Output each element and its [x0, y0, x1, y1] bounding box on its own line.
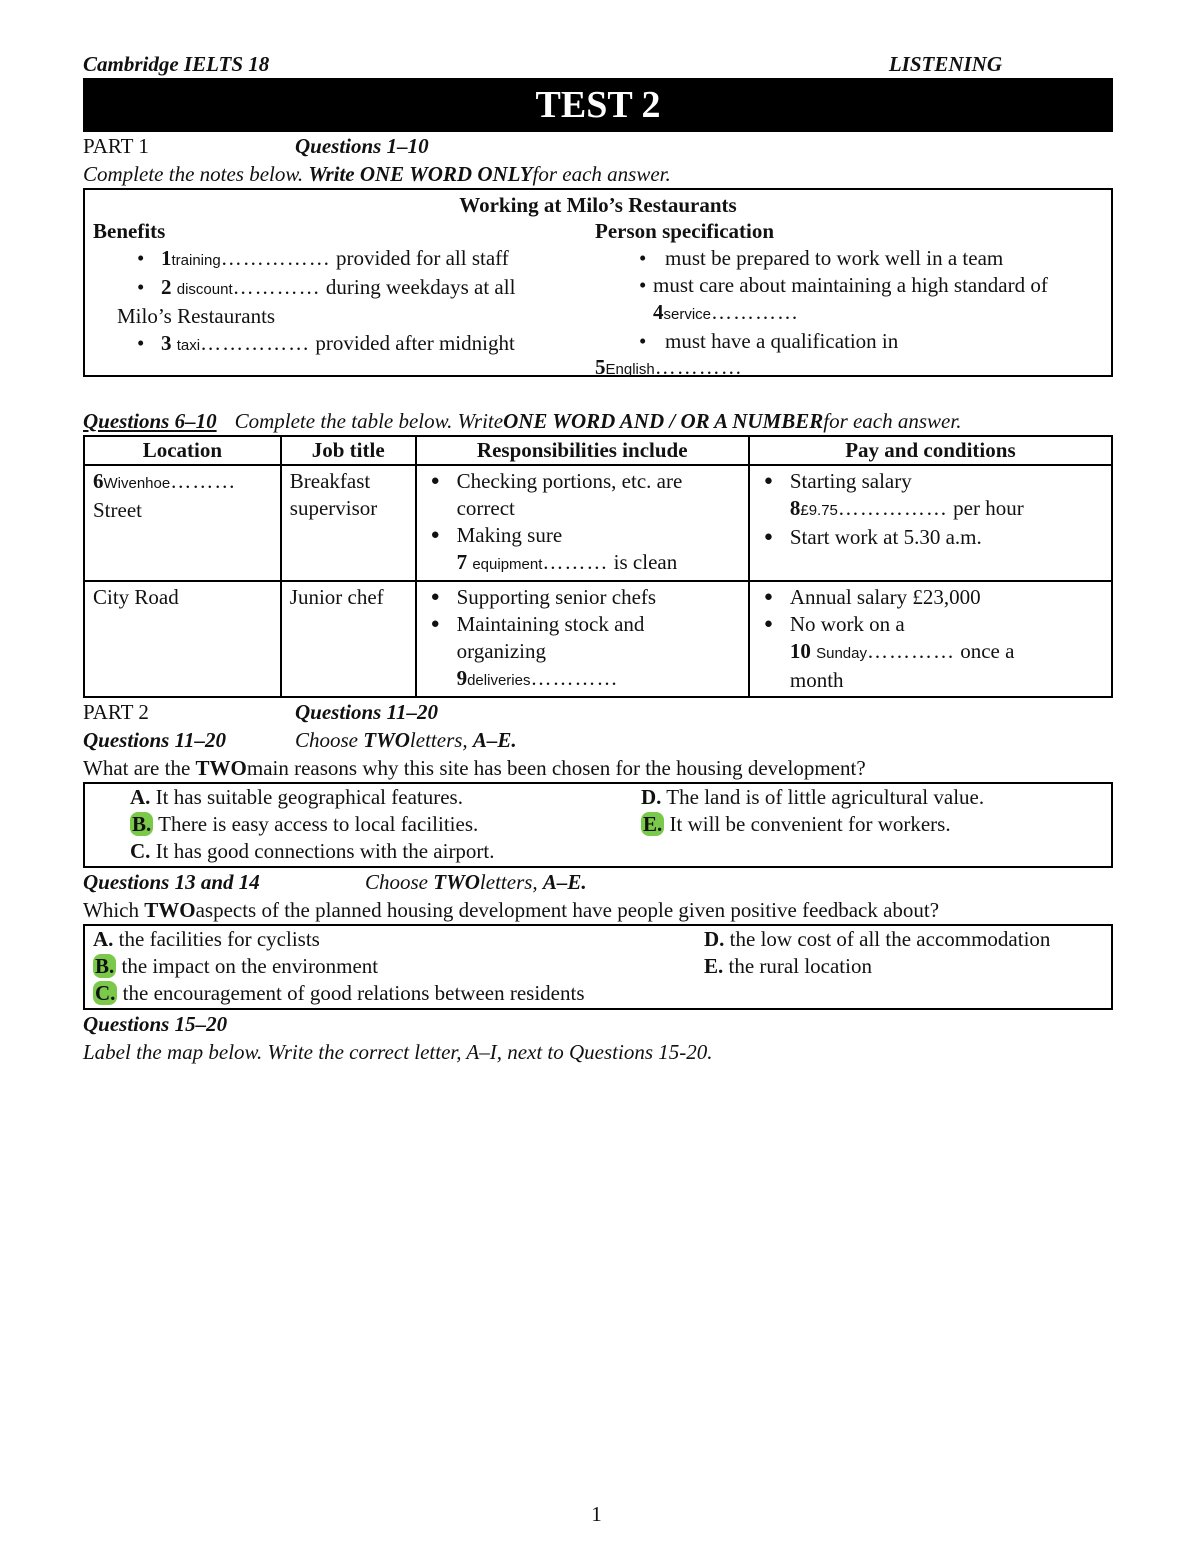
- option-text: There is easy access to local facilities.: [153, 812, 479, 836]
- question-number: 6: [93, 469, 104, 493]
- part2-label: PART 2: [83, 700, 149, 724]
- section-title: LISTENING: [888, 52, 1002, 76]
- location-cell: [84, 465, 281, 581]
- option-text: It has good connections with the airport.: [150, 839, 495, 863]
- item-text: during weekdays at all: [320, 275, 516, 299]
- benefit-item: [93, 245, 595, 274]
- q11-question: [83, 754, 1113, 782]
- cell-text: correct: [456, 496, 515, 520]
- instruction-emphasis: ONE WORD AND / OR A NUMBER: [503, 409, 824, 433]
- cell-text: Junior chef: [289, 585, 384, 609]
- cell-text: is clean: [608, 550, 678, 574]
- option-text: It will be convenient for workers.: [664, 812, 951, 836]
- question-text: main reasons why this site has been chosen for the housing development?: [246, 756, 866, 780]
- instruction-emphasis: A–E.: [542, 870, 587, 894]
- option-letter: A.: [130, 785, 151, 809]
- list-item: [758, 611, 1103, 694]
- option-text: It has suitable geographical features.: [150, 785, 463, 809]
- column-header: Job title: [281, 436, 416, 465]
- cell-text: month: [789, 668, 844, 692]
- location-cell: [84, 581, 281, 697]
- question-number: 4: [653, 300, 664, 324]
- answer-text: English: [605, 361, 655, 378]
- question-text: Which: [83, 898, 139, 922]
- q15-heading: [83, 1010, 1113, 1038]
- benefits-column: [93, 218, 595, 382]
- spec-heading: Person specification: [595, 219, 775, 243]
- item-text: provided for all staff: [330, 246, 509, 270]
- questions-label: Questions 6–10: [83, 409, 217, 433]
- answer-dots: ………: [170, 469, 237, 493]
- instruction-text: Choose: [365, 870, 428, 894]
- spec-column: [595, 218, 1103, 382]
- item-text: provided after midnight: [310, 331, 515, 355]
- question-number: 8: [789, 496, 801, 520]
- list-item: [425, 611, 740, 694]
- cell-text: Street: [93, 498, 142, 522]
- option-letter-highlighted: B.: [95, 954, 115, 978]
- list-item: [758, 524, 1103, 551]
- question-text: What are the: [83, 756, 191, 780]
- instruction-text: for each answer.: [532, 162, 671, 186]
- cell-text: Starting salary: [789, 469, 912, 493]
- book-title: Cambridge IELTS 18: [83, 52, 270, 76]
- cell-text: Start work at 5.30 a.m.: [789, 525, 982, 549]
- answer-dots: …………: [711, 300, 800, 324]
- option-letter: D.: [704, 927, 725, 951]
- answer-text: Wivenhoe: [103, 475, 171, 492]
- part2-questions: Questions 11–20: [295, 700, 438, 724]
- option-b[interactable]: [93, 953, 585, 980]
- q13-question: [83, 896, 1113, 924]
- option-c[interactable]: [130, 838, 495, 865]
- column-header: Pay and conditions: [749, 436, 1112, 465]
- item-text: must be prepared to work well in a team: [665, 246, 1004, 270]
- answer-dots: ……………: [837, 496, 948, 520]
- benefits-heading: Benefits: [93, 219, 166, 243]
- pay-cell: [749, 465, 1112, 581]
- list-item: [758, 584, 1103, 611]
- cell-text: once a: [954, 639, 1015, 663]
- benefit-item: [93, 330, 595, 359]
- option-a[interactable]: [93, 926, 585, 953]
- q13-options-box: [83, 924, 1113, 1010]
- option-letter: E.: [704, 954, 724, 978]
- column-header: Responsibilities include: [416, 436, 749, 465]
- cell-text: Breakfast: [289, 469, 371, 493]
- question-number: 9: [456, 666, 468, 690]
- answer-dots: …………: [866, 639, 955, 663]
- table-header-row: [84, 436, 1112, 465]
- instruction-emphasis: Write ONE WORD ONLY: [308, 162, 533, 186]
- job-title-cell: [281, 465, 416, 581]
- cell-text: organizing: [456, 639, 547, 663]
- option-text: the low cost of all the accommodation: [724, 927, 1051, 951]
- answer-dots: …………: [232, 275, 321, 299]
- answer-text: discount: [176, 281, 233, 298]
- responsibilities-cell: [416, 465, 749, 581]
- table-row: [84, 465, 1112, 581]
- option-letter-highlighted: E.: [643, 812, 663, 836]
- option-letter-highlighted: B.: [132, 812, 152, 836]
- option-text: the facilities for cyclists: [113, 927, 320, 951]
- questions-label: Questions 13 and 14: [83, 870, 260, 894]
- column-header: Location: [84, 436, 281, 465]
- option-text: the rural location: [723, 954, 872, 978]
- answer-text: service: [663, 306, 712, 323]
- answer-dots: ……………: [200, 331, 311, 355]
- cell-text: Supporting senior chefs: [456, 585, 657, 609]
- cell-text: supervisor: [289, 496, 378, 520]
- question-number: 5: [595, 355, 606, 379]
- question-emphasis: TWO: [195, 756, 247, 780]
- q11-options-box: [83, 782, 1113, 868]
- q15-instructions: [83, 1038, 1113, 1066]
- question-number: 2: [161, 275, 172, 299]
- q13-heading: [83, 868, 1113, 896]
- spec-item: [595, 245, 1103, 272]
- instruction-emphasis: TWO: [363, 728, 410, 752]
- cell-text: City Road: [93, 585, 179, 609]
- option-text: the impact on the environment: [116, 954, 379, 978]
- list-item: [758, 468, 1103, 524]
- instruction-text: Complete the table below. Write: [234, 409, 504, 433]
- spec-answer-line: [595, 355, 1103, 382]
- instruction-text: Choose: [295, 728, 358, 752]
- answer-text: equipment: [472, 556, 543, 573]
- item-text: Milo’s Restaurants: [117, 304, 276, 328]
- q11-heading: [83, 726, 1113, 754]
- notes-box: [83, 188, 1113, 377]
- instruction-emphasis: A–E.: [472, 728, 517, 752]
- option-letter: C.: [130, 839, 151, 863]
- list-item: [425, 522, 740, 578]
- benefit-item: [93, 274, 595, 330]
- responsibilities-cell: [416, 581, 749, 697]
- answer-text: Sunday: [816, 645, 867, 662]
- question-number: 7: [456, 550, 468, 574]
- answer-text: £9.75: [800, 502, 838, 519]
- answer-dots: …………: [530, 666, 619, 690]
- questions-label: Questions 11–20: [83, 728, 226, 752]
- option-letter-highlighted: C.: [95, 981, 116, 1005]
- q6-10-heading: [83, 407, 1113, 435]
- instruction-text: Label the map below. Write the correct letter, A–I, next to Questions 15-20.: [83, 1040, 713, 1064]
- option-e[interactable]: [641, 811, 984, 838]
- question-number: 10: [789, 639, 811, 663]
- cell-text: Checking portions, etc. are: [456, 469, 683, 493]
- instruction-text: letters,: [479, 870, 538, 894]
- spec-item: [595, 272, 1103, 328]
- question-number: 1: [161, 246, 172, 270]
- item-text: must care about maintaining a high standard of: [653, 273, 1048, 297]
- notes-title: Working at Milo’s Restaurants: [459, 193, 737, 217]
- answer-text: training: [171, 252, 221, 269]
- option-text: the encouragement of good relations between residents: [117, 981, 585, 1005]
- part1-label: PART 1: [83, 134, 149, 158]
- answer-text: taxi: [176, 337, 201, 354]
- running-header: [83, 52, 1113, 78]
- option-d[interactable]: [641, 784, 984, 811]
- test-title-bar: TEST 2: [83, 78, 1113, 132]
- cell-text: No work on a: [789, 612, 905, 636]
- option-letter: D.: [641, 785, 662, 809]
- instruction-text: Complete the notes below.: [83, 162, 304, 186]
- option-e[interactable]: [704, 953, 1050, 980]
- cell-text: Making sure: [456, 523, 563, 547]
- option-letter: A.: [93, 927, 114, 951]
- option-a[interactable]: [130, 784, 495, 811]
- cell-text: per hour: [947, 496, 1024, 520]
- option-c[interactable]: [93, 980, 585, 1007]
- instruction-text: letters,: [409, 728, 468, 752]
- option-text: The land is of little agricultural value.: [661, 785, 985, 809]
- cell-text: Maintaining stock and: [456, 612, 645, 636]
- answer-dots: ……………: [220, 246, 331, 270]
- instruction-text: for each answer.: [823, 409, 962, 433]
- question-emphasis: TWO: [144, 898, 196, 922]
- options-right-column: [641, 784, 984, 838]
- part1-instructions: [83, 160, 1113, 188]
- list-item: [425, 468, 740, 522]
- list-item: [425, 584, 740, 611]
- instruction-emphasis: TWO: [433, 870, 480, 894]
- job-title-cell: [281, 581, 416, 697]
- question-text: aspects of the planned housing development have people given positive feedback about?: [195, 898, 940, 922]
- questions-label: Questions 15–20: [83, 1012, 228, 1036]
- worksheet-page: [83, 52, 1113, 1066]
- table-row: [84, 581, 1112, 697]
- item-text: must have a qualification in: [665, 329, 899, 353]
- options-left-column: [130, 784, 495, 865]
- page-number: 1: [591, 1502, 602, 1526]
- answer-text: deliveries: [467, 672, 531, 689]
- cell-text: Annual salary £23,000: [789, 585, 981, 609]
- part2-heading: [83, 698, 1113, 726]
- answer-dots: …………: [654, 355, 743, 379]
- restaurant-jobs-table: [83, 435, 1113, 698]
- part1-questions: Questions 1–10: [295, 134, 429, 158]
- option-b[interactable]: [130, 811, 495, 838]
- spec-item: [595, 328, 1103, 355]
- answer-dots: ………: [542, 550, 609, 574]
- question-number: 3: [161, 331, 172, 355]
- pay-cell: [749, 581, 1112, 697]
- part1-heading: [83, 132, 1113, 160]
- options-right-column: [704, 926, 1050, 980]
- options-left-column: [93, 926, 585, 1007]
- option-d[interactable]: [704, 926, 1050, 953]
